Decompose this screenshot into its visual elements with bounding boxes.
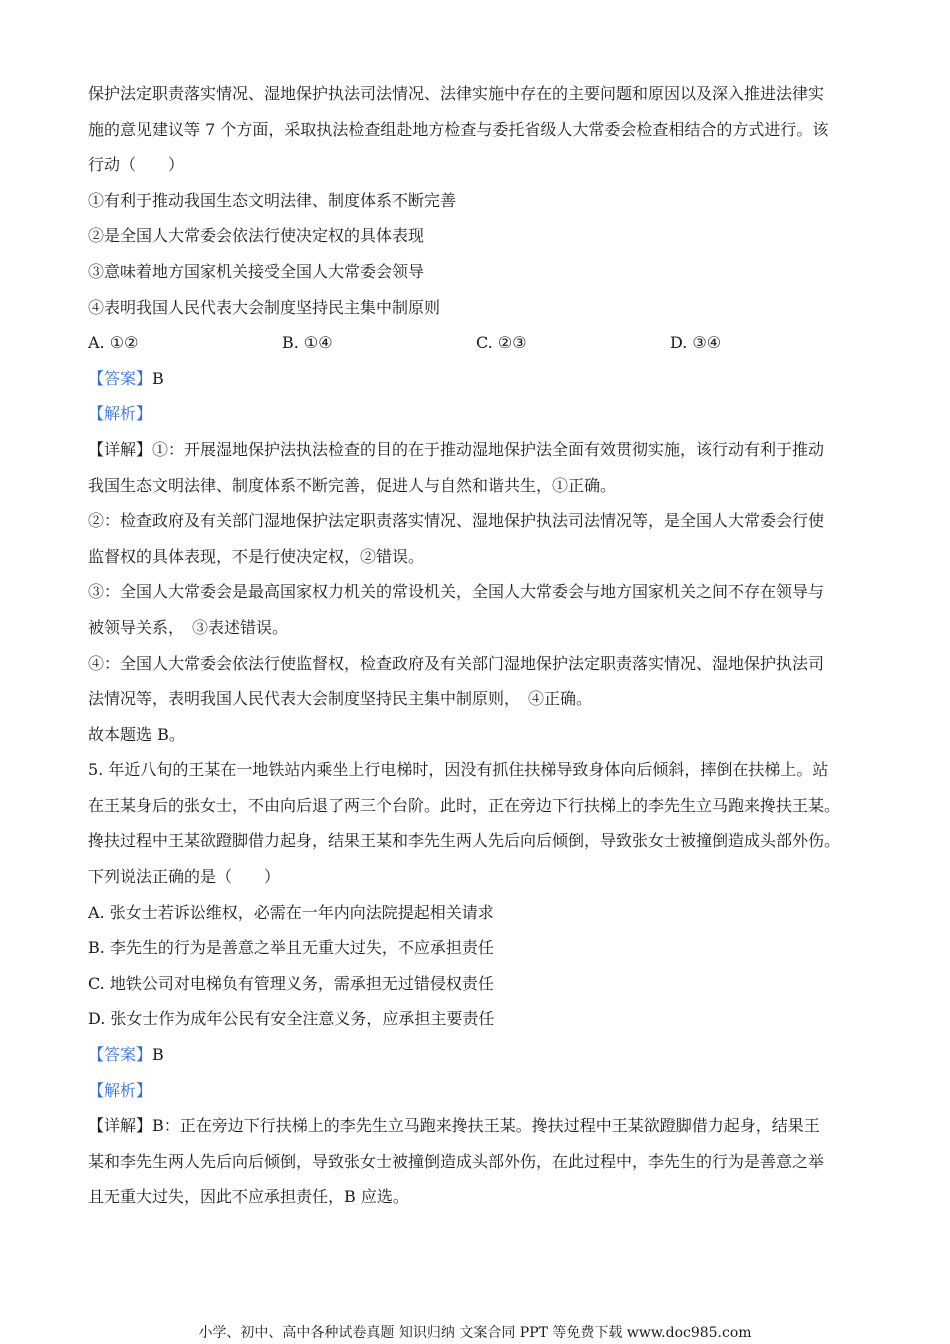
detail-line: 故本题选 B。	[88, 724, 185, 744]
statement-1: ①有利于推动我国生态文明法律、制度体系不断完善	[88, 190, 457, 210]
detail-line: 被领导关系， ③表述错误。	[88, 617, 289, 637]
question-stem-line: 5. 年近八旬的王某在一地铁站内乘坐上行电梯时，因没有抓住扶梯导致身体向后倾斜，摔倒在扶梯上。站	[88, 760, 829, 780]
question-stem-line: 在王某身后的张女士，不由向后退了两三个台阶。此时，正在旁边下行扶梯上的李先生立马跑来搀扶王某。	[88, 795, 841, 815]
option-c: C. ②③	[476, 333, 527, 353]
choice-c: C. 地铁公司对电梯负有管理义务，需承担无过错侵权责任	[88, 973, 494, 993]
detail-line	[88, 1108, 878, 1144]
answer-line	[88, 1037, 878, 1073]
detail-text: ①：开展湿地保护法执法检查的目的在于推动湿地保护法全面有效贯彻实施，该行动有利于推动	[152, 439, 825, 459]
statement-4: ④表明我国人民代表大会制度坚持民主集中制原则	[88, 297, 441, 317]
choice-d: D. 张女士作为成年公民有安全注意义务，应承担主要责任	[88, 1009, 495, 1029]
statement-3: ③意味着地方国家机关接受全国人大常委会领导	[88, 261, 425, 281]
detail-text: B：正在旁边下行扶梯上的李先生立马跑来搀扶王某。搀扶过程中王某欲蹬脚借力起身，结果王	[152, 1116, 820, 1136]
analysis-heading	[88, 396, 878, 432]
question-4	[88, 76, 878, 752]
page-footer: 小学、初中、高中各种试卷真题 知识归纳 文案合同 PPT 等免费下载 www.doc985.com	[198, 1325, 752, 1341]
question-5	[88, 752, 878, 1215]
detail-line: ④：全国人大常委会依法行使监督权，检查政府及有关部门湿地保护法定职责落实情况、湿地保护执法司	[88, 653, 825, 673]
answer-line	[88, 361, 878, 397]
choice-b: B. 李先生的行为是善意之举且无重大过失，不应承担责任	[88, 938, 494, 958]
detail-line	[88, 432, 878, 468]
analysis-tag: 【解析】	[88, 1080, 153, 1100]
question-stem-line: 施的意见建议等 7 个方面，采取执法检查组赴地方检查与委托省级人大常委会检查相结合的方式进行。该	[88, 119, 829, 139]
answer-value: B	[152, 1045, 164, 1065]
answer-tag: 【答案】	[88, 368, 153, 388]
question-stem-line: 下列说法正确的是（ ）	[88, 867, 281, 887]
detail-line: 且无重大过失，因此不应承担责任，B 应选。	[88, 1187, 409, 1207]
question-stem-line: 保护法定职责落实情况、湿地保护执法司法情况、法律实施中存在的主要问题和原因以及深入推进法律实	[88, 84, 825, 103]
option-row	[88, 325, 878, 361]
document-page	[88, 76, 878, 1215]
detail-tag: 【详解】	[88, 439, 153, 459]
detail-line: 监督权的具体表现，不是行使决定权，②错误。	[88, 546, 425, 566]
detail-line: 法情况等，表明我国人民代表大会制度坚持民主集中制原则， ④正确。	[88, 689, 593, 709]
statement-2: ②是全国人大常委会依法行使决定权的具体表现	[88, 226, 425, 246]
question-stem-line: 行动（ ）	[88, 155, 185, 175]
option-a: A. ①②	[88, 333, 139, 353]
analysis-heading	[88, 1073, 878, 1109]
detail-line: ②：检查政府及有关部门湿地保护法定职责落实情况、湿地保护执法司法情况等，是全国人大常委会行使	[88, 511, 825, 531]
option-d: D. ③④	[670, 333, 722, 353]
choice-a: A. 张女士若诉讼维权，必需在一年内向法院提起相关请求	[88, 902, 494, 922]
detail-tag: 【详解】	[88, 1116, 153, 1136]
detail-line: ③：全国人大常委会是最高国家权力机关的常设机关，全国人大常委会与地方国家机关之间不存在领导与	[88, 582, 825, 602]
answer-tag: 【答案】	[88, 1045, 153, 1065]
detail-line: 我国生态文明法律、制度体系不断完善，促进人与自然和谐共生，①正确。	[88, 475, 617, 495]
analysis-tag: 【解析】	[88, 404, 153, 424]
answer-value: B	[152, 368, 164, 388]
question-stem-line: 搀扶过程中王某欲蹬脚借力起身，结果王某和李先生两人先后向后倾倒，导致张女士被撞倒造成头部外伤。	[88, 831, 841, 851]
detail-line: 某和李先生两人先后向后倾倒，导致张女士被撞倒造成头部外伤，在此过程中，李先生的行为是善意之举	[88, 1151, 825, 1171]
option-b: B. ①④	[282, 333, 333, 353]
